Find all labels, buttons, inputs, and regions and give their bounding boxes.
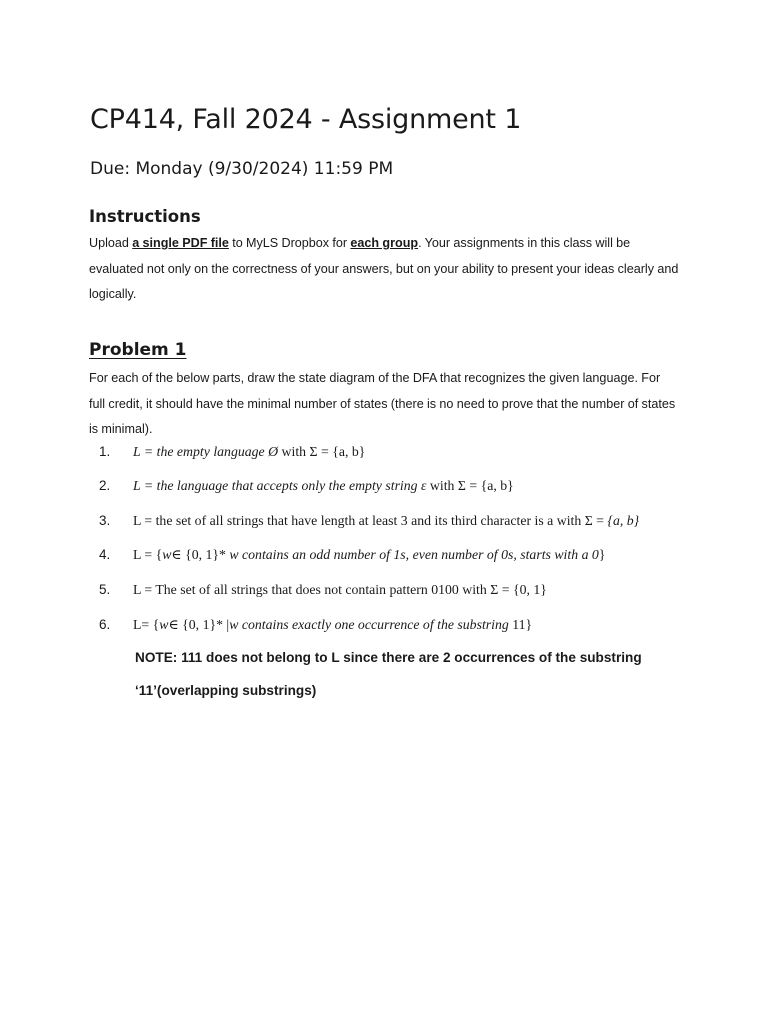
- list-item: [99, 617, 532, 633]
- list-item-math-2: w contains an odd number of 1s, even number of 0s, starts with a 0: [229, 547, 599, 562]
- note-line-2: ‘11’(overlapping substrings): [135, 683, 317, 698]
- list-item-math: w: [159, 617, 169, 632]
- list-item-sigma: {a, b}: [607, 513, 640, 528]
- instructions-text-3: . Your assignments in this class will be evaluated not only on the correctness of your answers, but on your ability to present your ideas clearly and logically.: [89, 236, 679, 302]
- list-item: [99, 478, 514, 494]
- list-item-number: 3.: [99, 513, 111, 528]
- list-item-sigma: Σ = {a, b}: [457, 478, 514, 493]
- list-item: [99, 582, 547, 598]
- list-item: [99, 444, 365, 460]
- list-item-text-3: }: [598, 547, 606, 562]
- instructions-bold-2: each group: [350, 236, 419, 250]
- list-item-math: w: [162, 547, 172, 562]
- note-line-1: NOTE: 111 does not belong to L since there are 2 occurrences of the substring: [135, 650, 642, 665]
- instructions-paragraph: [89, 231, 679, 308]
- problem-1-intro: For each of the below parts, draw the state diagram of the DFA that recognizes the given language. For full credit, it should have the minimal number of states (there is no need to prove that the number of states is minimal).: [89, 371, 676, 437]
- list-item-text: with: [426, 478, 458, 493]
- list-item-text: L = the set of all strings that have length at least 3 and its third character is a with Σ =: [133, 513, 608, 528]
- instructions-heading: Instructions: [89, 207, 201, 226]
- list-item-text: L = The set of all strings that does not contain pattern 0100 with Σ = {0, 1}: [133, 582, 547, 597]
- list-item: [99, 547, 605, 563]
- due-date: Due: Monday (9/30/2024) 11:59 PM: [90, 159, 394, 179]
- page-title: CP414, Fall 2024 - Assignment 1: [90, 104, 522, 135]
- list-item-text: L= {: [133, 617, 160, 632]
- list-item-sigma: Σ = {a, b}: [309, 444, 366, 459]
- list-item-number: 5.: [99, 582, 111, 597]
- instructions-text-2: to MyLS Dropbox for: [228, 236, 351, 250]
- instructions-text-1: Upload: [89, 236, 133, 250]
- list-item-math: L = the language that accepts only the empty string ε: [133, 478, 427, 493]
- list-item-math: L = the empty language Ø: [133, 444, 279, 459]
- list-item-math-2: w contains exactly one occurrence of the substring: [229, 617, 509, 632]
- instructions-bold-1: a single PDF file: [132, 236, 229, 250]
- list-item-text: L = {: [133, 547, 163, 562]
- list-item-text: with: [278, 444, 310, 459]
- list-item-text-2: ∈ {0, 1}*: [171, 547, 230, 562]
- list-item-number: 1.: [99, 444, 111, 459]
- list-item-number: 6.: [99, 617, 111, 632]
- list-item: [99, 513, 639, 529]
- list-item-number: 2.: [99, 478, 111, 493]
- list-item-text-2: ∈ {0, 1}* |: [168, 617, 230, 632]
- list-item-number: 4.: [99, 547, 111, 562]
- list-item-text-3: 11}: [508, 617, 533, 632]
- problem-1-heading: Problem 1: [89, 340, 187, 360]
